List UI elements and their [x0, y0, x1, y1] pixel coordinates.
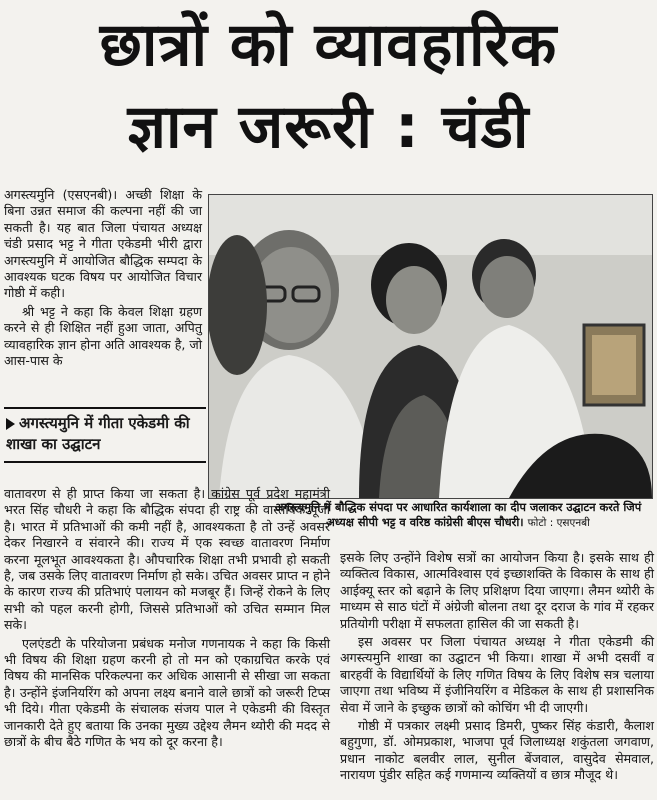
- triangle-bullet-icon: [6, 418, 15, 430]
- article-paragraph-3: वातावरण से ही प्राप्त किया जा सकता है। कांग्रेस पूर्व प्रदेश महामंत्री भरत सिंह चौधरी ने कहा कि बौद्धिक संपदा ही राष्ट्र की वास्तविक पूंजी है। भारत में प्रतिभाओं की कमी नहीं है, आवश्यकता है तो उन्हें अवसर देकर निखारने व संवारने की। राज्य में एक स्वच्छ वातावरण निर्माण करना मूलभूत आवश्यकता है। औपचारिक शिक्षा तभी प्रभावी हो सकती है, जब उसके लिए वातावरण निर्माण हो सके। उचित अवसर प्राप्त न होने के कारण राज्य की प्रतिभाएं पलायन को मजबूर हैं। जिन्हें रोकने के लिए सभी को पहल करनी होगी, जिससे प्रतिभाओं को उचित सम्मान मिल सके।: [4, 486, 330, 633]
- article-paragraph-4: एलएंडटी के परियोजना प्रबंधक मनोज गणनायक ने कहा कि किसी भी विषय की शिक्षा ग्रहण करनी हो तो मन को एकाग्रचित करके एवं विषय की मानसिक परिकल्पना कर अधिक आसानी से सीखा जा सकता है। उन्होंने इंजनियरिंग को अपना लक्ष्य बनाने वाले छात्रों को जरूरी टिप्स भी दिये। गीता एकेडमी के संचालक संजय पाल ने एकेडमी की विस्तृत जानकारी देते हुए बताया कि उनका मुख्य उद्देश्य लैमन थ्योरी की मदद से छात्रों के बीच बैठे गणित के भय को दूर करना है।: [4, 635, 330, 750]
- news-photo: [208, 194, 653, 499]
- subheading-callout: [4, 407, 206, 463]
- article-paragraph-7: गोष्ठी में पत्रकार लक्ष्मी प्रसाद डिमरी, पुष्कर सिंह कंडारी, कैलाश बहुगुणा, डॉ. ओमप्रकाश, भाजपा पूर्व जिलाध्यक्ष शकुंतला जगवाण, प्रधान नाकोट बलवीर लाल, सुनील बेंजवाल, वासुदेव सेमवाल, नारायण पुंडीर सहित कई गणमान्य व्यक्तियों व छात्र मौजूद थे।: [340, 718, 654, 783]
- article-column-left-top: [4, 187, 202, 369]
- article-paragraph-5: इसके लिए उन्होंने विशेष सत्रों का आयोजन किया है। इसके साथ ही व्यक्तित्व विकास, आत्मविश्वास एवं इच्छाशक्ति के विकास के साथ ही आईक्यू स्तर को बढ़ाने के लिए प्रशिक्षण दिया जाएगा। लैमन थ्योरी के माध्यम से साठ घंटों में अंग्रेजी बोलना तथा दूर दराज के गांव में रहकर प्रतियोगी परीक्षा में सफलता हासिल की जा सकती है।: [340, 550, 654, 631]
- headline-line-2: ज्ञान जरूरी : चंडी: [127, 92, 530, 162]
- article-intro: अगस्त्यमुनि (एसएनबी)। अच्छी शिक्षा के बिना उन्नत समाज की कल्पना नहीं की जा सकती है। यह बात जिला पंचायत अध्यक्ष चंडी प्रसाद भट्ट ने गीता एकेडमी भीरी द्वारा अगस्त्यमुनि में आयोजित बौद्धिक सम्पदा के आवश्यक घटक विषय पर आयोजित विचार गोष्ठी में कही।: [4, 187, 202, 301]
- photo-illustration: [209, 195, 652, 498]
- photo-credit: फोटो : एसएनबी: [527, 517, 590, 529]
- headline-line-1: छात्रों को व्यावहारिक: [99, 10, 558, 80]
- caption-text: अगस्त्यमुनि में बौद्धिक संपदा पर आधारित कार्यशाला का दीप जलाकर उद्घाटन करते जिपं अध्यक्ष सीपी भट्ट व वरिष्ठ कांग्रेसी बीएस चौधरी।: [274, 500, 642, 529]
- article-column-left-middle: [4, 486, 330, 751]
- callout-text: अगस्त्यमुनि में गीता एकेडमी की शाखा का उद्घाटन: [6, 414, 190, 453]
- article-paragraph-2: श्री भट्ट ने कहा कि केवल शिक्षा ग्रहण करने से ही शिक्षित नहीं हुआ जाता, अपितु व्यावहारिक ज्ञान होना अति आवश्यक है, जो आस-पास के: [4, 303, 203, 369]
- article-paragraph-6: इस अवसर पर जिला पंचायत अध्यक्ष ने गीता एकेडमी की अगस्त्यमुनि शाखा का उद्घाटन भी किया। शाखा में अभी दसवीं व बारहवीं के विद्यार्थियों के लिए गणित विषय के लिए विशेष सत्र चलाया जाएगा तथा भविष्य में इंजीनियरिंग व मेडिकल के साथ ही प्रशासनिक सेवा में जाने के इच्छुक छात्रों को कोचिंग भी दी जाएगी।: [340, 634, 654, 715]
- article-column-right: [340, 550, 654, 784]
